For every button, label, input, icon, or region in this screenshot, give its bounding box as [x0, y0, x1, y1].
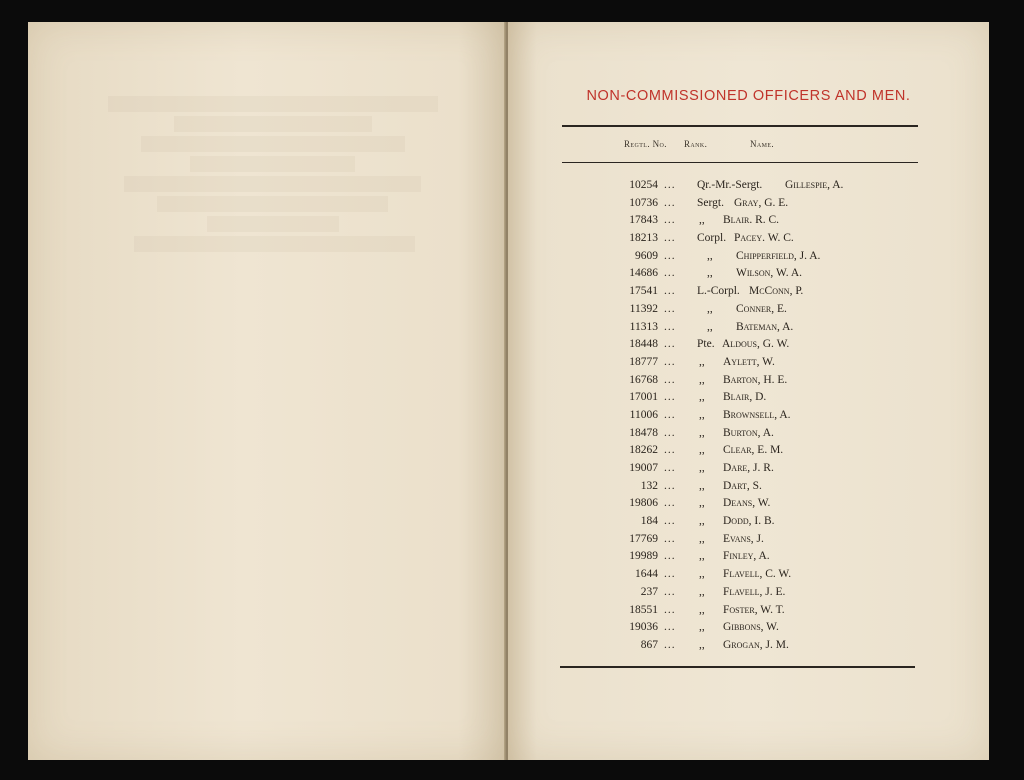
soldier-name: Brownsell, A. [723, 408, 791, 421]
regt-number: 17541 [629, 285, 658, 298]
leader-dots: ... [664, 214, 676, 227]
open-book [28, 22, 989, 760]
soldier-name: Bateman, A. [736, 320, 794, 333]
page-title: NON-COMMISSIONED OFFICERS AND MEN. [586, 88, 911, 104]
rank: ,, [699, 214, 705, 227]
soldier-name: Evans, J. [723, 532, 764, 545]
soldier-name: Flavell, C. W. [723, 568, 792, 581]
rank: ,, [699, 391, 705, 404]
soldier-name: Aldous, G. W. [722, 338, 790, 351]
soldier-name: Foster, W. T. [723, 603, 785, 616]
rank: ,, [699, 638, 705, 651]
soldier-name: Flavell, J. E. [723, 585, 786, 598]
rank: ,, [699, 408, 705, 421]
regt-number: 9609 [635, 249, 658, 262]
soldier-name: Clear, E. M. [723, 444, 784, 457]
list-item [508, 374, 989, 392]
rank: ,, [699, 550, 705, 563]
list-item [508, 303, 989, 321]
header-rule [562, 162, 918, 163]
list-item [508, 321, 989, 339]
regt-number: 18448 [629, 338, 658, 351]
list-item [508, 586, 989, 604]
soldier-name: Blair. R. C. [723, 214, 780, 227]
leader-dots: ... [664, 497, 676, 510]
soldier-name: Dodd, I. B. [723, 515, 775, 528]
rank: ,, [699, 444, 705, 457]
soldier-name: Wilson, W. A. [736, 267, 803, 280]
leader-dots: ... [664, 320, 676, 333]
regt-number: 19806 [629, 497, 658, 510]
soldier-name: Dare, J. R. [723, 462, 774, 474]
rank: ,, [699, 355, 705, 368]
regt-number: 1644 [635, 568, 658, 581]
rank: ,, [699, 479, 705, 492]
list-item [508, 391, 989, 409]
soldier-name: Barton, H. E. [723, 373, 788, 386]
soldier-name: Pacey. W. C. [734, 232, 794, 245]
show-through-text [108, 92, 438, 256]
soldier-name: Gray, G. E. [734, 196, 789, 209]
list-item [508, 462, 989, 480]
soldier-name: Aylett, W. [723, 355, 775, 368]
regt-number: 14686 [629, 267, 658, 280]
rank: ,, [707, 249, 713, 262]
leader-dots: ... [664, 638, 676, 651]
list-item [508, 197, 989, 215]
list-item [508, 639, 989, 657]
regt-number: 10254 [629, 179, 658, 191]
rank: Sergt. [697, 196, 724, 209]
regt-number: 237 [640, 585, 658, 598]
soldier-name: McConn, P. [749, 285, 804, 298]
rank: ,, [699, 373, 705, 386]
list-item [508, 533, 989, 551]
list-item [508, 214, 989, 232]
regt-number: 19036 [629, 621, 658, 634]
regt-number: 11006 [629, 408, 658, 421]
leader-dots: ... [664, 196, 676, 209]
regt-number: 867 [640, 638, 658, 651]
regt-number: 11392 [629, 302, 658, 315]
soldier-name: Gillespie, A. [785, 179, 844, 191]
top-rule [562, 125, 918, 127]
column-header-name: Name. [750, 139, 775, 149]
list-item [508, 497, 989, 515]
right-page [508, 22, 989, 760]
leader-dots: ... [664, 532, 676, 545]
regt-number: 132 [640, 479, 658, 492]
list-item [508, 604, 989, 622]
leader-dots: ... [664, 391, 676, 404]
soldier-name: Grogan, J. M. [723, 638, 789, 651]
leader-dots: ... [664, 621, 676, 634]
list-item [508, 179, 989, 197]
rank: ,, [699, 462, 705, 474]
rank: ,, [699, 426, 705, 439]
regt-number: 18777 [629, 355, 658, 368]
regt-number: 16768 [629, 373, 658, 386]
left-page [28, 22, 506, 760]
soldier-name: Burton, A. [723, 426, 774, 439]
rank: ,, [707, 320, 713, 333]
leader-dots: ... [664, 515, 676, 528]
leader-dots: ... [664, 373, 676, 386]
list-item [508, 480, 989, 498]
list-item [508, 356, 989, 374]
leader-dots: ... [664, 179, 676, 191]
bottom-rule [560, 666, 915, 668]
leader-dots: ... [664, 355, 676, 368]
list-item [508, 444, 989, 462]
rank: L.-Corpl. [697, 285, 740, 298]
rank: ,, [699, 585, 705, 598]
list-item [508, 250, 989, 268]
regt-number: 18213 [629, 232, 658, 245]
soldier-name: Dart, S. [723, 479, 762, 492]
soldier-name: Finley, A. [723, 550, 770, 563]
regt-number: 17769 [629, 532, 658, 545]
leader-dots: ... [664, 603, 676, 616]
rank: ,, [699, 568, 705, 581]
leader-dots: ... [664, 285, 676, 298]
regt-number: 18551 [629, 603, 658, 616]
list-item [508, 409, 989, 427]
rank: ,, [707, 267, 713, 280]
list-item [508, 550, 989, 568]
column-header-rank: Rank. [684, 139, 708, 149]
rank: ,, [699, 515, 705, 528]
rank: ,, [699, 603, 705, 616]
leader-dots: ... [664, 462, 676, 474]
soldier-name: Conner, E. [736, 302, 787, 315]
list-item [508, 427, 989, 445]
list-item [508, 267, 989, 285]
leader-dots: ... [664, 408, 676, 421]
rank: ,, [699, 532, 705, 545]
roll-list [508, 179, 989, 657]
list-item [508, 621, 989, 639]
soldier-name: Deans, W. [723, 497, 771, 510]
rank: Qr.-Mr.-Sergt. [697, 179, 763, 191]
leader-dots: ... [664, 585, 676, 598]
soldier-name: Blair, D. [723, 391, 767, 404]
regt-number: 17001 [629, 391, 658, 404]
regt-number: 17843 [629, 214, 658, 227]
regt-number: 18478 [629, 426, 658, 439]
regt-number: 19007 [629, 462, 658, 474]
list-item [508, 515, 989, 533]
rank: Pte. [697, 338, 715, 351]
leader-dots: ... [664, 232, 676, 245]
list-item [508, 568, 989, 586]
soldier-name: Chipperfield, J. A. [736, 249, 821, 262]
list-item [508, 285, 989, 303]
list-item [508, 338, 989, 356]
regt-number: 19989 [629, 550, 658, 563]
leader-dots: ... [664, 568, 676, 581]
leader-dots: ... [664, 444, 676, 457]
regt-number: 11313 [629, 320, 658, 333]
leader-dots: ... [664, 550, 676, 563]
leader-dots: ... [664, 426, 676, 439]
regt-number: 10736 [629, 196, 658, 209]
leader-dots: ... [664, 302, 676, 315]
leader-dots: ... [664, 338, 676, 351]
leader-dots: ... [664, 479, 676, 492]
regt-number: 18262 [629, 444, 658, 457]
rank: Corpl. [697, 232, 727, 245]
leader-dots: ... [664, 249, 676, 262]
rank: ,, [699, 621, 705, 634]
soldier-name: Gibbons, W. [723, 621, 779, 634]
list-item [508, 232, 989, 250]
column-header-regt-no: Regtl. No. [624, 139, 667, 149]
regt-number: 184 [640, 515, 658, 528]
rank: ,, [707, 302, 713, 315]
leader-dots: ... [664, 267, 676, 280]
rank: ,, [699, 497, 705, 510]
